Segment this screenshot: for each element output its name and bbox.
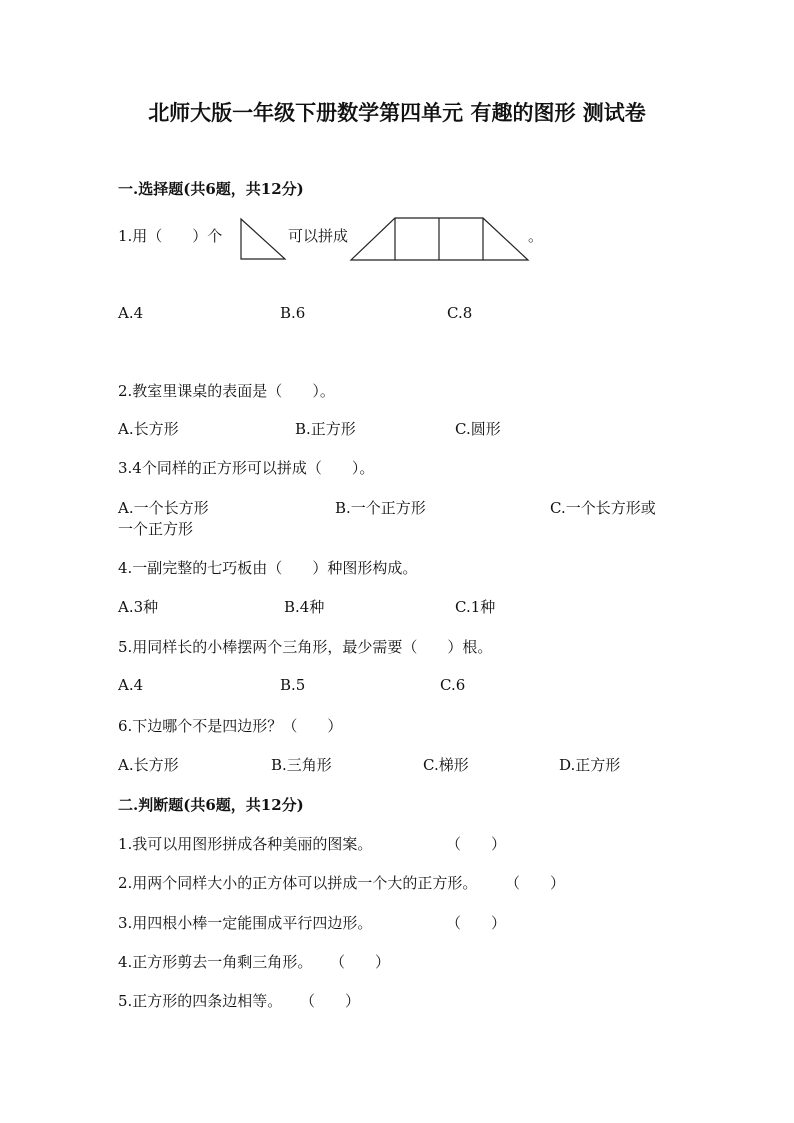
tf-question-4-blank[interactable]: （ ） xyxy=(330,953,391,971)
q2-option-b[interactable]: B.正方形 xyxy=(295,420,356,438)
q3-option-c-line2: 一个正方形 xyxy=(118,520,194,538)
trapezoid-figure xyxy=(350,217,530,261)
question-5-stem: 5.用同样长的小棒摆两个三角形，最少需要（ ）根。 xyxy=(118,638,493,656)
tf-question-1-blank[interactable]: （ ） xyxy=(446,835,507,853)
tf-question-3-blank[interactable]: （ ） xyxy=(446,914,507,932)
q6-option-c[interactable]: C.梯形 xyxy=(423,756,469,774)
question-4-stem: 4.一副完整的七巧板由（ ）种图形构成。 xyxy=(118,559,418,577)
q2-option-a[interactable]: A.长方形 xyxy=(118,420,179,438)
section-heading-choice: 一.选择题(共6题，共12分) xyxy=(118,180,304,198)
q2-option-c[interactable]: C.圆形 xyxy=(455,420,501,438)
q3-option-a[interactable]: A.一个长方形 xyxy=(118,499,209,517)
q3-option-c-first-line[interactable] xyxy=(550,497,656,518)
q4-option-c[interactable]: C.1种 xyxy=(455,598,496,616)
question-1-part-b: 可以拼成 xyxy=(288,227,349,245)
question-3-stem: 3.4个同样的正方形可以拼成（ ）。 xyxy=(118,459,375,477)
page-title: 北师大版一年级下册数学第四单元 有趣的图形 测试卷 xyxy=(148,100,646,125)
tf-question-2-blank[interactable]: （ ） xyxy=(505,874,566,892)
tf-question-2-stem: 2.用两个同样大小的正方体可以拼成一个大的正方形。 xyxy=(118,874,478,892)
q6-option-d[interactable]: D.正方形 xyxy=(559,756,621,774)
tf-question-3-stem: 3.用四根小棒一定能围成平行四边形。 xyxy=(118,914,373,932)
q4-option-b[interactable]: B.4种 xyxy=(284,598,325,616)
tf-question-5-blank[interactable]: （ ） xyxy=(300,992,361,1010)
section-heading-true-false: 二.判断题(共6题，共12分) xyxy=(118,796,304,814)
question-1-part-a: 1.用（ ）个 xyxy=(118,227,223,245)
question-1-part-c: 。 xyxy=(528,227,544,245)
question-6-stem: 6.下边哪个不是四边形？（ ） xyxy=(118,717,343,735)
q5-option-a[interactable]: A.4 xyxy=(118,676,144,694)
q3-option-c-second-line[interactable] xyxy=(118,518,193,539)
question-2-stem: 2.教室里课桌的表面是（ ）。 xyxy=(118,382,335,400)
q6-option-b[interactable]: B.三角形 xyxy=(271,756,332,774)
q4-option-a[interactable]: A.3种 xyxy=(118,598,159,616)
tf-question-5-stem: 5.正方形的四条边相等。 xyxy=(118,992,283,1010)
q1-option-a[interactable]: A.4 xyxy=(118,304,144,322)
q3-option-b[interactable]: B.一个正方形 xyxy=(335,499,426,517)
tf-question-1-stem: 1.我可以用图形拼成各种美丽的图案。 xyxy=(118,835,373,853)
q3-option-c-line1: C.一个长方形或 xyxy=(550,499,656,517)
q1-option-c[interactable]: C.8 xyxy=(447,304,473,322)
q5-option-b[interactable]: B.5 xyxy=(280,676,306,694)
q1-option-b[interactable]: B.6 xyxy=(280,304,306,322)
small-triangle-figure xyxy=(240,218,286,260)
tf-question-4-stem: 4.正方形剪去一角剩三角形。 xyxy=(118,953,313,971)
q6-option-a[interactable]: A.长方形 xyxy=(118,756,179,774)
q5-option-c[interactable]: C.6 xyxy=(440,676,466,694)
